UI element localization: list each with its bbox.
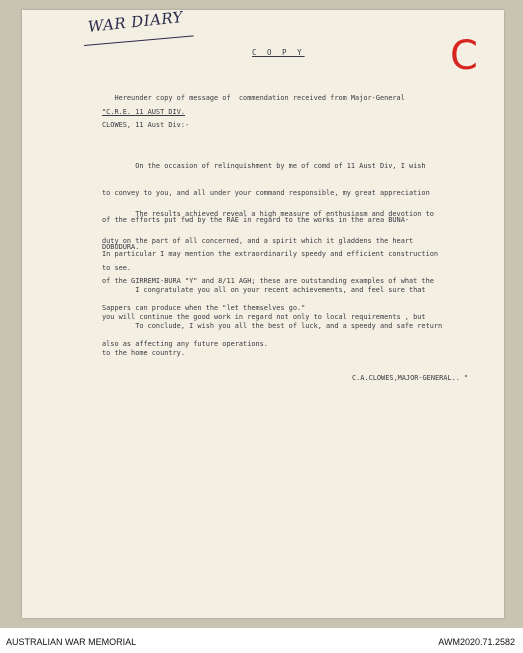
text-line: CLOWES, 11 Aust Div:- (102, 121, 190, 129)
text-line: In particular I may mention the extraordinarily speedy and efficient construction (102, 250, 439, 258)
text-line: to convey to you, and all under your command responsible, my great appreciation (102, 189, 430, 197)
footer-institution: AUSTRALIAN WAR MEMORIAL (6, 637, 137, 647)
text-line: DOBODURA. (102, 243, 140, 251)
red-c-mark: C (450, 33, 478, 79)
addressee-line: "C.R.E. 11 AUST DIV. (102, 108, 185, 116)
text-line: duty on the part of all concerned, and a spirit which it gladdens the heart (102, 237, 414, 245)
copy-heading: C O P Y (252, 48, 305, 57)
text-line: Sappers can produce when the "let themselves go." (102, 304, 306, 312)
text-line: I congratulate you all on your recent achievements, and feel sure that (102, 286, 426, 294)
text-line: to see. (102, 264, 132, 272)
paragraph-5 (102, 304, 442, 376)
footer-accession-number: AWM2020.71.2582 (438, 637, 515, 647)
text-line: To conclude, I wish you all the best of luck, and a speedy and safe return (102, 322, 443, 330)
text-line: of the efforts put fwd by the RAE in regard to the works in the area BUNA- (102, 216, 409, 224)
war-diary-underline (84, 35, 194, 46)
text-line: you will continue the good work in regard not only to local requirements , but (102, 313, 426, 321)
war-diary-annotation: WAR DIARY (87, 8, 184, 36)
text-line: The results achieved reveal a high measure of enthusiasm and devotion to (102, 210, 434, 218)
text-line: of the GIRREMI-BURA "Y" and 8/11 AGH; these are outstanding examples of what the (102, 277, 434, 285)
text-line: to the home country. (102, 349, 185, 357)
document-page (22, 10, 504, 618)
text-line: On the occasion of relinquishment by me of comd of 11 Aust Div, I wish (102, 162, 426, 170)
text-line: also as affecting any future operations. (102, 340, 268, 348)
text-line: Hereunder copy of message of commendation received from Major-General (102, 94, 405, 102)
signature-line: C.A.CLOWES,MAJOR-GENERAL.. " (352, 374, 469, 382)
